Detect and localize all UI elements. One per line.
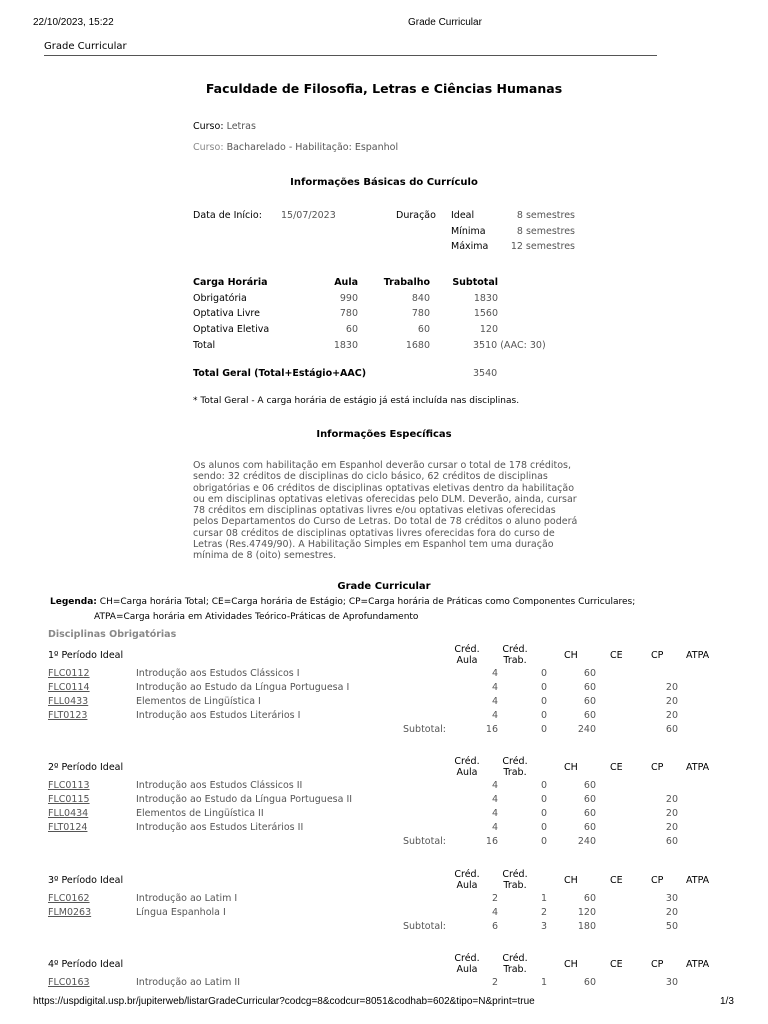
specific-info-heading: Informações Específicas	[316, 429, 452, 440]
subtotal-cred-aula: 16	[485, 724, 498, 735]
course-label: Curso:	[193, 121, 224, 132]
col-header-cred-trab	[492, 869, 538, 891]
faculty-title: Faculdade de Filosofia, Letras e Ciências Humanas	[205, 81, 563, 96]
workload-cell: 60	[417, 324, 430, 335]
course-code-link[interactable]: FLL0433	[48, 696, 89, 707]
course-ch: 60	[583, 893, 596, 904]
workload-cell: 3510 (AAC: 30)	[473, 340, 546, 351]
grand-total-label: Total Geral (Total+Estágio+AAC)	[193, 368, 367, 379]
course-cred-trab: 1	[540, 977, 547, 988]
legend-text: CH=Carga horária Total; CE=Carga horária de Estágio; CP=Carga horária de Práticas como Componentes Curriculares;	[99, 597, 636, 607]
header-divider	[44, 55, 657, 56]
subtotal-ch: 240	[577, 836, 596, 847]
print-doc-title: Grade Curricular	[408, 17, 482, 28]
col-header-cp: CP	[651, 875, 664, 886]
course-cred-trab: 0	[540, 780, 547, 791]
subtotal-label: Subtotal:	[403, 724, 447, 735]
duration-value: 8 semestres	[516, 226, 575, 237]
course-cred-trab: 0	[540, 668, 547, 679]
workload-cell: 1830	[333, 340, 358, 351]
course-cred-trab: 0	[540, 822, 547, 833]
duration-type: Máxima	[451, 241, 489, 252]
course-cred-aula: 4	[491, 682, 498, 693]
course-name: Introdução aos Estudos Clássicos II	[136, 780, 303, 791]
course-cp: 30	[665, 893, 678, 904]
subtotal-cred-trab: 3	[540, 921, 547, 932]
course-cp: 20	[665, 682, 678, 693]
habilitation-label: Curso:	[193, 142, 224, 153]
workload-row-label: Optativa Livre	[193, 308, 260, 319]
workload-cell: 990	[339, 293, 358, 304]
course-ch: 120	[577, 907, 596, 918]
course-ch: 60	[583, 822, 596, 833]
course-cred-aula: 4	[491, 907, 498, 918]
course-info	[193, 121, 256, 132]
course-cred-trab: 0	[540, 682, 547, 693]
course-name: Introdução ao Latim I	[136, 893, 238, 904]
course-cp: 20	[665, 822, 678, 833]
print-timestamp: 22/10/2023, 15:22	[33, 17, 114, 28]
course-code-link[interactable]: FLC0162	[48, 893, 90, 904]
habilitation-info	[193, 142, 398, 153]
course-code-link[interactable]: FLT0123	[48, 710, 88, 721]
course-name: Introdução aos Estudos Clássicos I	[136, 668, 300, 679]
course-cred-aula: 4	[491, 710, 498, 721]
course-ch: 60	[583, 780, 596, 791]
course-ch: 60	[583, 710, 596, 721]
period-title: 2º Período Ideal	[48, 762, 124, 773]
col-header-cred-aula	[444, 869, 490, 891]
period-title: 1º Período Ideal	[48, 650, 124, 661]
col-header-line: Aula	[456, 767, 478, 778]
subtotal-ch: 180	[577, 921, 596, 932]
start-date-value: 15/07/2023	[281, 210, 336, 221]
course-name: Introdução ao Estudo da Língua Portuguesa I	[136, 682, 350, 693]
col-header-ch: CH	[564, 875, 578, 886]
legend-line-2: ATPA=Carga horária em Atividades Teórico-Práticas de Aprofundamento	[94, 612, 419, 622]
workload-row-label: Obrigatória	[193, 293, 247, 304]
col-header-cred-trab	[492, 644, 538, 666]
course-cred-aula: 2	[491, 893, 498, 904]
course-code-link[interactable]: FLC0163	[48, 977, 90, 988]
period-title: 4º Período Ideal	[48, 959, 124, 970]
workload-header: Trabalho	[383, 277, 430, 288]
duration-type: Mínima	[451, 226, 486, 237]
course-code-link[interactable]: FLM0263	[48, 907, 92, 918]
col-header-ce: CE	[610, 875, 623, 886]
workload-cell: 1560	[473, 308, 498, 319]
col-header-atpa: ATPA	[686, 875, 710, 886]
col-header-line: Créd.	[502, 644, 528, 655]
col-header-line: Trab.	[503, 964, 527, 975]
course-code-link[interactable]: FLC0114	[48, 682, 90, 693]
workload-cell: 840	[411, 293, 430, 304]
col-header-line: Trab.	[503, 655, 527, 666]
workload-header: Subtotal	[452, 277, 498, 288]
workload-cell: 120	[479, 324, 498, 335]
course-cp: 30	[665, 977, 678, 988]
course-code-link[interactable]: FLC0112	[48, 668, 90, 679]
subtotal-cp: 50	[665, 921, 678, 932]
course-code-link[interactable]: FLC0115	[48, 794, 90, 805]
course-cred-aula: 4	[491, 822, 498, 833]
course-cred-trab: 0	[540, 710, 547, 721]
course-ch: 60	[583, 682, 596, 693]
workload-cell: 780	[339, 308, 358, 319]
course-name: Elementos de Lingüística II	[136, 808, 264, 819]
course-cred-aula: 4	[491, 808, 498, 819]
duration-value: 12 semestres	[510, 241, 575, 252]
col-header-ce: CE	[610, 650, 623, 661]
course-cred-trab: 0	[540, 794, 547, 805]
specific-info-text: Os alunos com habilitação em Espanhol deverão cursar o total de 178 créditos, sendo: 32 créditos de disciplinas do ciclo básico, 62 créditos de disciplinas obrigatórias e 06 créditos de disciplinas optativas eletivas dentro da habilitação ou em disciplinas optativas eletivas oferecidas pelo DLM. Deverão, ainda, cursar 78 créditos em disciplinas optativas livres e/ou optativas eletivas oferecidas pelos Departamentos do Curso de Letras. Do total de 78 créditos o aluno poderá cursar 08 créditos de disciplinas optativas livres oferecidas fora do curso de Letras (Res.4749/90). A Habilitação Simples em Espanhol tem uma duração mínima de 8 (oito) semestres.	[193, 460, 578, 562]
course-cred-aula: 4	[491, 696, 498, 707]
duration-label: Duração	[396, 210, 436, 221]
col-header-atpa: ATPA	[686, 650, 710, 661]
workload-cell: 1680	[405, 340, 430, 351]
course-name: Introdução ao Estudo da Língua Portuguesa II	[136, 794, 353, 805]
col-header-cp: CP	[651, 959, 664, 970]
workload-row-label: Total	[193, 340, 216, 351]
col-header-atpa: ATPA	[686, 959, 710, 970]
course-cred-trab: 0	[540, 808, 547, 819]
col-header-cred-trab	[492, 756, 538, 778]
subtotal-cp: 60	[665, 724, 678, 735]
subtotal-cred-aula: 6	[491, 921, 498, 932]
course-value: Letras	[226, 121, 256, 132]
duration-value: 8 semestres	[516, 210, 575, 221]
print-page-number: 1/3	[720, 996, 734, 1007]
course-code-link[interactable]: FLT0124	[48, 822, 88, 833]
subtotal-ch: 240	[577, 724, 596, 735]
workload-row-label: Optativa Eletiva	[193, 324, 270, 335]
col-header-line: Créd.	[502, 953, 528, 964]
course-ch: 60	[583, 668, 596, 679]
col-header-cred-aula	[444, 644, 490, 666]
breadcrumb: Grade Curricular	[44, 41, 127, 52]
col-header-cp: CP	[651, 762, 664, 773]
workload-header: Aula	[334, 277, 358, 288]
subtotal-label: Subtotal:	[403, 921, 447, 932]
course-ch: 60	[583, 696, 596, 707]
col-header-line: Trab.	[503, 767, 527, 778]
grand-total-value: 3540	[473, 368, 498, 379]
subtotal-label: Subtotal:	[403, 836, 447, 847]
course-cred-aula: 4	[491, 668, 498, 679]
course-cp: 20	[665, 808, 678, 819]
duration-type: Ideal	[451, 210, 475, 221]
workload-header: Carga Horária	[193, 277, 268, 288]
col-header-cred-aula	[444, 756, 490, 778]
course-name: Elementos de Lingüística I	[136, 696, 261, 707]
print-url: https://uspdigital.usp.br/jupiterweb/listarGradeCurricular?codcg=8&codcur=8051&codhab=602&tipo=N&print=true	[33, 996, 535, 1007]
col-header-ch: CH	[564, 650, 578, 661]
col-header-line: Créd.	[454, 953, 480, 964]
subtotal-cred-trab: 0	[540, 724, 547, 735]
course-cred-trab: 2	[540, 907, 547, 918]
course-ch: 60	[583, 794, 596, 805]
col-header-ce: CE	[610, 762, 623, 773]
col-header-ch: CH	[564, 959, 578, 970]
col-header-cred-aula	[444, 953, 490, 975]
subtotal-cred-aula: 16	[485, 836, 498, 847]
workload-cell: 780	[411, 308, 430, 319]
workload-cell: 60	[345, 324, 358, 335]
course-cred-trab: 1	[540, 893, 547, 904]
col-header-line: Créd.	[502, 869, 528, 880]
course-name: Introdução aos Estudos Literários II	[136, 822, 304, 833]
course-name: Introdução ao Latim II	[136, 977, 240, 988]
course-cred-aula: 4	[491, 794, 498, 805]
col-header-line: Créd.	[454, 869, 480, 880]
start-date-label: Data de Início:	[193, 210, 262, 221]
course-cp: 20	[665, 907, 678, 918]
col-header-line: Créd.	[454, 644, 480, 655]
legend-label: Legenda:	[50, 597, 97, 607]
course-cp: 20	[665, 696, 678, 707]
col-header-line: Créd.	[454, 756, 480, 767]
col-header-cred-trab	[492, 953, 538, 975]
workload-note: * Total Geral - A carga horária de estágio já está incluída nas disciplinas.	[193, 396, 520, 406]
course-ch: 60	[583, 977, 596, 988]
course-cp: 20	[665, 710, 678, 721]
course-cred-aula: 4	[491, 780, 498, 791]
course-ch: 60	[583, 808, 596, 819]
period-title: 3º Período Ideal	[48, 875, 124, 886]
col-header-ce: CE	[610, 959, 623, 970]
col-header-line: Aula	[456, 880, 478, 891]
course-cred-aula: 2	[491, 977, 498, 988]
col-header-ch: CH	[564, 762, 578, 773]
course-cp: 20	[665, 794, 678, 805]
course-name: Língua Espanhola I	[136, 907, 226, 918]
course-code-link[interactable]: FLL0434	[48, 808, 89, 819]
course-code-link[interactable]: FLC0113	[48, 780, 90, 791]
course-name: Introdução aos Estudos Literários I	[136, 710, 301, 721]
col-header-atpa: ATPA	[686, 762, 710, 773]
col-header-cp: CP	[651, 650, 664, 661]
basic-info-heading: Informações Básicas do Currículo	[290, 177, 478, 188]
col-header-line: Créd.	[502, 756, 528, 767]
subtotal-cred-trab: 0	[540, 836, 547, 847]
course-cred-trab: 0	[540, 696, 547, 707]
habilitation-value: Bacharelado - Habilitação: Espanhol	[226, 142, 399, 153]
col-header-line: Aula	[456, 655, 478, 666]
workload-cell: 1830	[473, 293, 498, 304]
col-header-line: Trab.	[503, 880, 527, 891]
col-header-line: Aula	[456, 964, 478, 975]
grade-heading: Grade Curricular	[337, 581, 431, 592]
section-title: Disciplinas Obrigatórias	[48, 629, 177, 640]
subtotal-cp: 60	[665, 836, 678, 847]
legend-line-1	[50, 597, 635, 607]
